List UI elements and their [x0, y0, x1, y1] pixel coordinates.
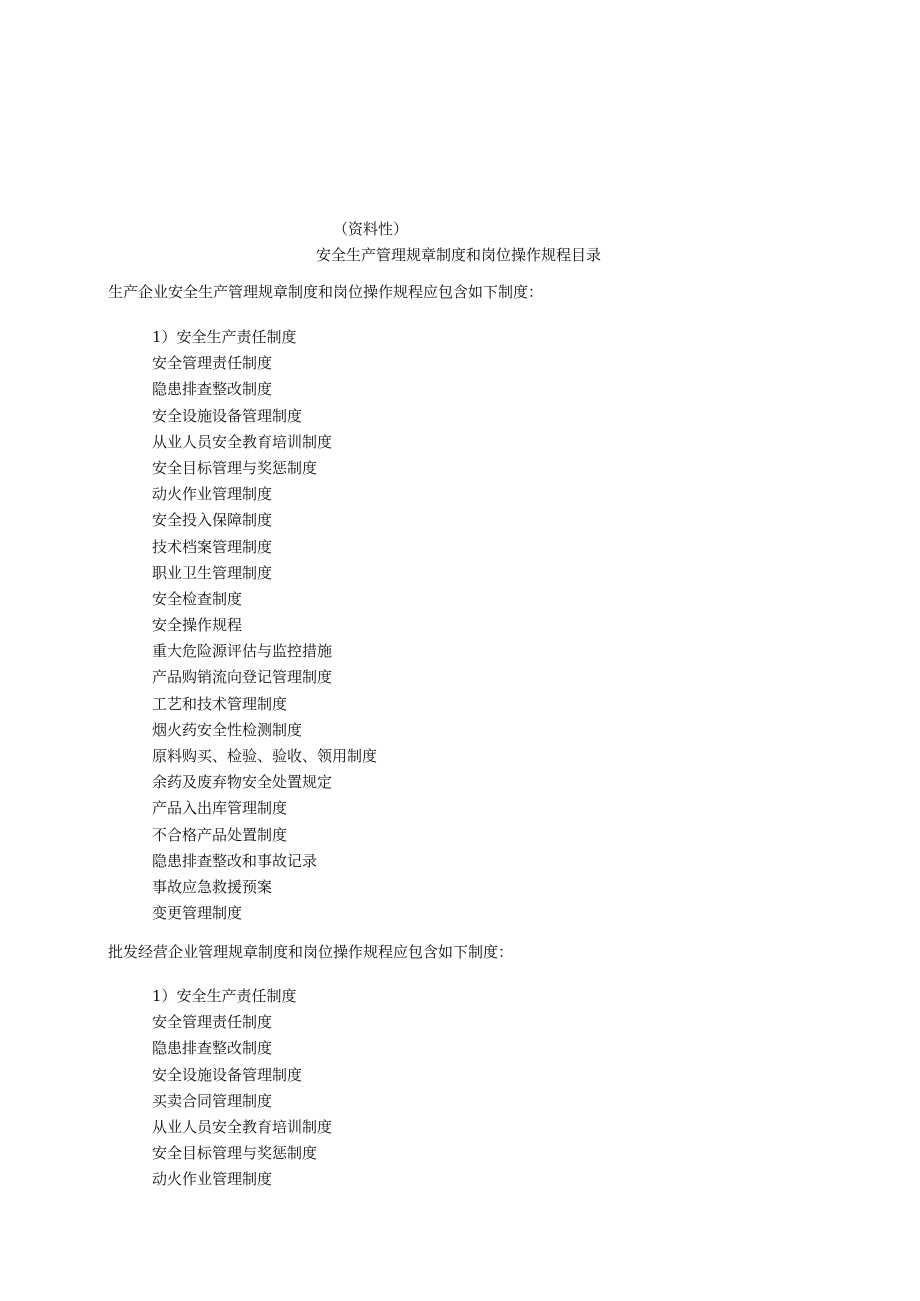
list-item: 余药及废弃物安全处置规定: [152, 773, 333, 792]
list-item: 工艺和技术管理制度: [152, 694, 288, 713]
list-item: 安全管理责任制度: [152, 1013, 273, 1032]
list-item: 安全目标管理与奖惩制度: [152, 458, 318, 477]
list-item: 安全设施设备管理制度: [152, 406, 303, 425]
list-item: 安全操作规程: [152, 616, 243, 635]
list-item: 烟火药安全性检测制度: [152, 720, 303, 739]
regulation-list-wholesale: [152, 983, 332, 1193]
list-item: 事故应急救援预案: [152, 877, 273, 896]
list-item: 变更管理制度: [152, 904, 243, 923]
list-item: 安全目标管理与奖惩制度: [152, 1144, 318, 1163]
list-item: 不合格产品处置制度: [152, 825, 288, 844]
list-item: 技术档案管理制度: [152, 537, 273, 556]
document-note: （资料性）: [333, 220, 409, 238]
document-title: 安全生产管理规章制度和岗位操作规程目录: [316, 246, 602, 264]
list-item: 安全检查制度: [152, 589, 243, 608]
list-item: 重大危险源评估与监控措施: [152, 642, 333, 661]
list-item: 产品入出库管理制度: [152, 799, 288, 818]
list-item: 动火作业管理制度: [152, 485, 273, 504]
regulation-list-production: [152, 324, 377, 926]
section-heading-wholesale: 批发经营企业管理规章制度和岗位操作规程应包含如下制度：: [108, 943, 514, 961]
list-item: 安全管理责任制度: [152, 354, 273, 373]
list-item: 产品购销流向登记管理制度: [152, 668, 333, 687]
list-item: 隐患排查整改制度: [152, 1039, 273, 1058]
list-item: 1）安全生产责任制度: [152, 987, 297, 1005]
list-item: 从业人员安全教育培训制度: [152, 432, 333, 451]
section-heading-production: 生产企业安全生产管理规章制度和岗位操作规程应包含如下制度：: [108, 283, 544, 301]
list-item: 安全投入保障制度: [152, 511, 273, 530]
list-item: 职业卫生管理制度: [152, 563, 273, 582]
list-item: 从业人员安全教育培训制度: [152, 1117, 333, 1136]
list-item: 1）安全生产责任制度: [152, 328, 297, 346]
list-item: 动火作业管理制度: [152, 1170, 273, 1189]
list-item: 原料购买、检验、验收、领用制度: [152, 747, 378, 765]
list-item: 买卖合同管理制度: [152, 1091, 273, 1110]
list-item: 安全设施设备管理制度: [152, 1065, 303, 1084]
list-item: 隐患排查整改制度: [152, 380, 273, 399]
list-item: 隐患排查整改和事故记录: [152, 851, 318, 870]
